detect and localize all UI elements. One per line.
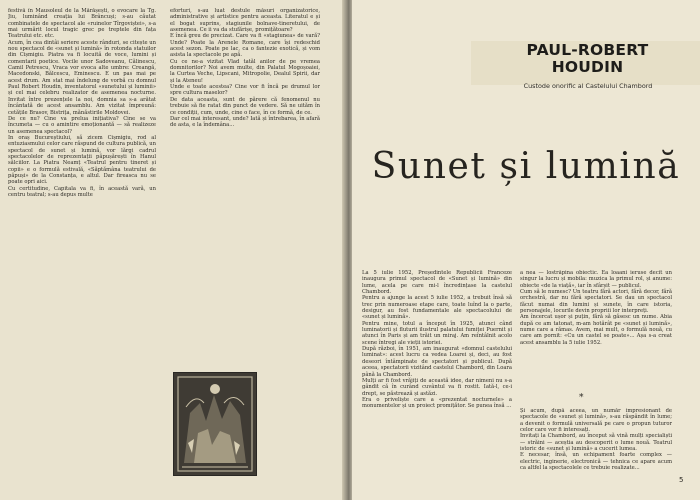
- author-name: PAUL-ROBERT HOUDIN: [526, 41, 649, 76]
- page-number: 5: [679, 476, 684, 484]
- article-title: Sunet și lumină: [371, 146, 681, 187]
- right-column-2: a nea — lostrăpina obiectic. Ea loaani ieruse decit un singur la lucru și mobila: muzica la primul rol, și anume: obiecte «de la viață», iar în sfârșit — publicul. Cum să le numesc? Un teatru fără actori, fără decor, fără orchestră, dar nu fără spectatori. Se dau un spectacol făcut numai din lumini și sunete, în care istoria, personajele, locurile devin propriii lor interpreți. Am încercat ușor și puțin, fără să găsesc un nume. Abia după ce am tatonat, m-am hotărât pe «sunet și lumină», nume care a rămas. Avem, mai mult, o formulă nouă, cu care am pornit: «Cu un castel se poate»... Așa s-a creat acest ansamblu la 5 iulie 1952.: [520, 270, 672, 346]
- section-separator: *: [579, 393, 584, 403]
- left-page: [0, 0, 344, 500]
- medieval-engraving-icon: [174, 373, 256, 475]
- left-column-2: eforturi, s-au luat destule măsuri organizatorice, administrative și artistice pentru aceasta. Literatul e și el bogat suprins, stagiunile bolnave-tineretului, de asemenea. Ce ii va da stufărișe, promițătoare? E încă greu de precizat. Care va fi «stagiunea» de vară? Unde? Poate la Arenele Romane, care își redeschid acest sezon. Poate pe lac, ca o fantezie exotică, și vom asista la spectacole pe apă. Cu ce ne-a vizitat Vlad tatăl anilor de pe vremea domnitorilor? Noi avem multe, din Palatul Mogoșoaiei, la Curtea Veche, Lipscani, Mitropolie, Dealul Spirii, dar și la Ateneu! Unde e toate acestea? Cine vor fi încă pe drumul lor spre cultura maselor? De data aceasta, sunt de părere că fenomenul nu trebuie să fie ratat din punct de vedere. Să ne uităm în ce condiții, cum, unde, cine o face, în ce formă, de ce. Dar cel mai interesant, unde? Iată și întrebarea, în afară de asta, e la îndemâna...: [170, 8, 320, 129]
- illustration-image: [173, 372, 257, 476]
- left-column-1: festivă în Mausoleul de la Mărășești, o evocare la Tg. Jiu, luminând creația lui Brâncuși; s-au căutat combinatele de spectacol ale «ruinelor Tîrgoviștei», s-a mai urmărit locul tragic grec pe treptele din fața Teatrului etc. etc. Acum, în cea dintâi seriere aceste rânduri, se citește un nou spectacol de «sunet și lumină» în rotonda statuilor din Cișmigiu. Piatra va fi locuită de voce, lumini și comentarii poetice. Vocile unor Sadoveanu, Călinescu, Camil Petrescu, Vraca vor evoca alte umbre: Creangă, Macedonski, Bălcescu, Eminescu. E un pas mai pe acest drum. Am stat mai îndelung de vorbă cu domnul Paul Robert Houdin, inventatorul «sunetului și luminii» și cel mai celebru realizator de asemenea nocturne. Invitat între prezențele la noi, domnia sa s-a arătat încântată de acest ansamblu. Am vizitat împreună: cetățile Brasov, Bistrița, mănăstirile Moldovei. De ce nu? Cine va prelua inițiativa? Cine se va încumeta — cu o amintire emoționantă — să realizeze un asemenea spectacol? In oraș Bucureștiului, să zicem Cișmigiu, rod al entuziasmului celor care răspund de cultura publică, un spectacol de sunet și lumină, vor lărgi cadrul spectacolelor de reprezentații păpușărești în Hanul sălciilor. La Piatra Neamț «Teatrul pentru tineret și copii» e o formulă estivală, «Săptămâna teatrului de păpuși» de la Constanța, e altul. Dar fireasca nu se poate opri aici. Cu certitudine, Capitala va fi, în această vară, un centru teatral; s-au depus multe: [8, 8, 156, 198]
- right-column-3: Și acum, după aceea, un număr impresionant de spectacole de «sunet și lumină», s-au răspândit în lume; a devenit o formulă universală pe care o propun tuturor celor care vor fi interesați. Invitați la Chambord, au început să vină mulți specialiști — străini — aceștia au descoperit o lume nouă. Teatrul istoric de «sunet și lumină» a cucerit lumea. E necesar, însă, un echipament foarte complex — electric, inginerie, electronică — tehnica ce apare acum ca altfel la spectacolele ce trebuie realizate...: [520, 408, 672, 472]
- right-column-1: La 5 iulie 1952, Președintele Republicii Franceze inaugura primul spectacol de «Sunet și lumină» din lume, acela pe care mi-l încredințase la castelul Chambord. Pentru a ajunge la acest 5 iulie 1952, a trebuit însă să trec prin numeroase etape care, toate luînd la o parte, desigur, au fost fundamentale ale spectacolului de «sunet și lumină». Pentru mine, totul a început în 1925, atunci când luminatorii și fluturii ilustrul palatului fumiței Puernit și atunci în Paris și am trăit un miraj. Am reîntâlnit acolo scene întregi ale vieții istoriei. După război, în 1951, am inaugurat «domnul castelului luminat»: acest lucru ca vedea Loarei și, deci, au fost deseori întâmpinate de spectatori și publicul. După aceea, spectatorii vizitând castelul Chambord, din Loara până la Chambord. Mulți ar fi fost vrăjiți de această idee, dar nimeni nu s-a gândit că în curând cuvântul va fi rostit. Iată-l, ce-i drept, se păstrează și astăzi. Era o priveliște care a «prezentat nocturnele» a monumentelor și un proiect promițător. Se punea însă ...: [362, 270, 512, 410]
- author-role: Custode onorific al Castelului Chambord: [523, 82, 653, 90]
